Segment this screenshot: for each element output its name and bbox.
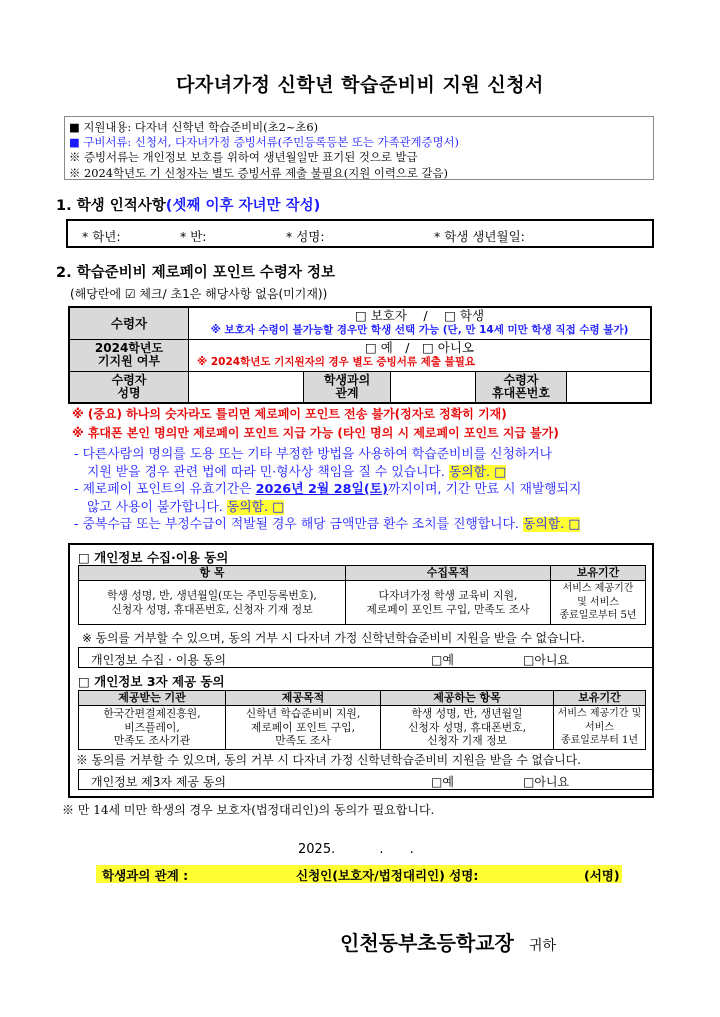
third-org-a: 한국간편결제진흥원,	[103, 707, 201, 721]
collect-items-b: 신청자 성명, 휴대폰번호, 신청자 기재 정보	[111, 602, 313, 616]
prior-support-note: ※ 2024학년도 기지원자의 경우 별도 증빙서류 제출 불필요	[197, 356, 476, 368]
note3-text: - 중복수급 또는 부정수급이 적발될 경우 해당 금액만큼 환수 조치를 진행합니다.	[74, 517, 519, 533]
phone-label	[476, 371, 567, 403]
recipient-name-label-b: 성명	[117, 385, 141, 400]
third-agree-no[interactable]: □아니요	[523, 775, 570, 789]
section1-title: 1. 학생 인적사항	[56, 198, 166, 214]
collect-header-period: 보유기간	[551, 566, 646, 581]
third-refuse-note: ※ 동의를 거부할 수 있으며, 동의 거부 시 다자녀 가정 신학년학습준비비 지원을 받을 수 없습니다.	[76, 753, 581, 767]
collect-agree-no[interactable]: □아니요	[523, 653, 570, 667]
section2-title: 2. 학습준비비 제로페이 포인트 수령자 정보	[56, 265, 335, 281]
info-documents: ■ 구비서류: 신청서, 다자녀가정 증빙서류(주민등록등본 또는 가족관계증명서)	[69, 135, 459, 150]
collect-period-a: 서비스 제공기간	[562, 583, 634, 595]
note1-line2	[74, 464, 581, 482]
signer-name-label: 신청인(보호자/법정대리인) 성명:	[296, 868, 479, 883]
third-header-purpose: 제공목적	[226, 691, 381, 706]
application-date	[298, 842, 414, 857]
note2-line1	[74, 481, 581, 499]
third-header-period: 보유기간	[554, 691, 646, 706]
third-items-b: 신청자 성명, 휴대폰번호,	[407, 720, 527, 734]
section1-subtitle: (셋째 이후 자녀만 작성)	[165, 198, 321, 214]
notes	[74, 446, 581, 534]
prior-support-label-year: 2024학년도	[94, 341, 164, 355]
relation-label-b: 관계	[335, 385, 359, 400]
relation-sign-label: 학생과의 관계 :	[102, 868, 189, 883]
collect-agree-label: 개인정보 수집 · 이용 동의	[91, 653, 226, 667]
third-period-a: 서비스 제공기간 및	[557, 708, 642, 720]
warning-digits: ※ (중요) 하나의 숫자라도 틀리면 제로페이 포인트 전송 불가(정자로 정확히 기재)	[72, 407, 507, 421]
info-note-2024: ※ 2024학년도 기 신청자는 별도 증빙서류 제출 불필요(지원 이력으로 갈음)	[69, 165, 448, 180]
date-year: 2025.	[298, 842, 336, 857]
relation-input[interactable]	[391, 371, 476, 403]
prior-support-options[interactable]: □ 예 / □ 아니오	[364, 340, 475, 355]
info-content: ■ 지원내용: 다자녀 신학년 학습준비비(초2~초6)	[69, 120, 319, 134]
minor-consent-note: ※ 만 14세 미만 학생의 경우 보호자(법정대리인)의 동의가 필요합니다.	[62, 803, 435, 817]
collect-refuse-note: ※ 동의를 거부할 수 있으며, 동의 거부 시 다자녀 가정 신학년학습준비비 지원을 받을 수 없습니다.	[82, 631, 585, 645]
collect-period	[551, 581, 646, 625]
name-field[interactable]: * 성명:	[286, 229, 325, 244]
phone-label-a: 수령자	[503, 372, 539, 387]
collect-period-b: 및 서비스	[577, 596, 619, 608]
note2-agree-checkbox[interactable]: 동의함. □	[226, 499, 285, 515]
collect-agree-yes[interactable]: □예	[431, 653, 454, 667]
note3	[74, 516, 581, 534]
third-period	[554, 706, 646, 750]
collect-period-c: 종료일로부터 5년	[559, 610, 637, 622]
note1-agree-checkbox[interactable]: 동의함. □	[448, 464, 507, 480]
collect-items	[79, 581, 346, 625]
third-items	[381, 706, 554, 750]
student-info-box	[66, 219, 654, 248]
principal-title: 인천동부초등학교장	[340, 931, 514, 955]
date-dot-month: .	[379, 842, 384, 857]
collect-header-item: 항 목	[79, 566, 346, 581]
section2-subtitle: (해당란에 ☑ 체크/ 초1은 해당사항 없음(미기재))	[70, 287, 328, 301]
third-agree-yes[interactable]: □예	[431, 775, 454, 789]
relation-label	[304, 371, 391, 403]
collect-header-purpose: 수집목적	[346, 566, 551, 581]
third-period-c: 종료일로부터 1년	[560, 735, 639, 747]
collect-agree-row	[78, 647, 654, 668]
recipient-name-label-a: 수령자	[111, 372, 147, 387]
third-org-b: 비즈플레이,	[124, 720, 180, 734]
phone-input[interactable]	[567, 371, 652, 403]
info-box	[64, 116, 654, 180]
consent-box	[68, 543, 654, 798]
note2-pre: - 제로페이 포인트의 유효기간은	[74, 482, 256, 498]
third-purpose-c: 만족도 조사	[275, 734, 331, 748]
section1-heading	[56, 194, 320, 215]
collect-items-a: 학생 성명, 반, 생년월일(또는 주민등록번호),	[107, 589, 317, 602]
third-org-c: 만족도 조사기관	[113, 734, 191, 748]
note2-line2-text: 않고 사용이 불가합니다.	[87, 499, 223, 515]
note2-line2	[74, 499, 581, 517]
note1-line1: - 다른사람의 명의를 도용 또는 기타 부정한 방법을 사용하여 학습준비비를 신청하거나	[74, 447, 552, 462]
third-purpose	[226, 706, 381, 750]
collect-title: □ 개인정보 수집·이용 동의	[78, 550, 229, 565]
recipient-label: 수령자	[69, 307, 189, 339]
note3-agree-checkbox[interactable]: 동의함. □	[523, 517, 581, 533]
relation-label-a: 학생과의	[323, 372, 371, 387]
honorific: 귀하	[528, 938, 557, 954]
grade-field[interactable]: * 학년:	[82, 229, 121, 244]
recipient-name-input[interactable]	[189, 371, 304, 403]
third-agree-row	[78, 769, 654, 790]
recipient-options[interactable]: □ 보호자 / □ 학생	[354, 308, 485, 324]
third-purpose-b: 제로페이 포인트 구입,	[250, 720, 356, 734]
signature-row	[96, 865, 622, 883]
prior-support-label-text: 기지원 여부	[97, 354, 161, 368]
phone-label-b: 휴대폰번호	[492, 385, 550, 400]
signature-mark[interactable]: (서명)	[584, 868, 620, 883]
third-org	[79, 706, 226, 750]
third-header-items: 제공하는 항목	[381, 691, 554, 706]
recipient-note: ※ 보호자 수령이 불가능할 경우만 학생 선택 가능 (단, 만 14세 미만 학생 직접 수령 불가)	[210, 324, 629, 337]
addressee	[340, 927, 556, 956]
third-header-org: 제공받는 기관	[79, 691, 226, 706]
birth-field[interactable]: * 학생 생년월일:	[434, 229, 525, 244]
note2-post: 까지이며, 기간 만료 시 재발행되지	[387, 482, 582, 498]
collect-table	[78, 565, 646, 625]
class-field[interactable]: * 반:	[180, 229, 207, 244]
recipient-name-label	[69, 371, 189, 403]
note2-expiry-date: 2026년 2월 28일(토)	[255, 482, 388, 498]
recipient-table	[68, 306, 652, 404]
warning-phone-owner: ※ 휴대폰 본인 명의만 제로페이 포인트 지급 가능 (타인 명의 시 제로페이 포인트 지급 불가)	[72, 426, 559, 440]
third-party-table	[78, 690, 646, 750]
third-purpose-a: 신학년 학습준비비 지원,	[245, 707, 361, 721]
third-items-c: 신청자 기재 정보	[427, 734, 507, 748]
third-agree-label: 개인정보 제3자 제공 동의	[91, 775, 226, 789]
recipient-options-cell	[189, 307, 652, 339]
prior-support-label	[69, 339, 189, 371]
date-dot-day: .	[409, 842, 414, 857]
prior-support-cell	[189, 339, 652, 371]
collect-purpose-b: 제로페이 포인트 구입, 만족도 조사	[366, 602, 530, 616]
third-items-a: 학생 성명, 반, 생년월일	[411, 707, 523, 721]
collect-purpose-a: 다자녀가정 학생 교육비 지원,	[378, 589, 518, 602]
collect-purpose	[346, 581, 551, 625]
info-note-birth: ※ 증빙서류는 개인정보 보호를 위하여 생년월일만 표기된 것으로 발급	[69, 150, 418, 165]
note1-line2-text: 지원 받을 경우 관련 법에 따라 민·형사상 책임을 질 수 있습니다.	[87, 464, 445, 480]
form-title: 다자녀가정 신학년 학습준비비 지원 신청서	[176, 74, 544, 96]
third-party-title: □ 개인정보 3자 제공 동의	[78, 674, 225, 689]
third-period-b: 서비스	[585, 721, 614, 733]
